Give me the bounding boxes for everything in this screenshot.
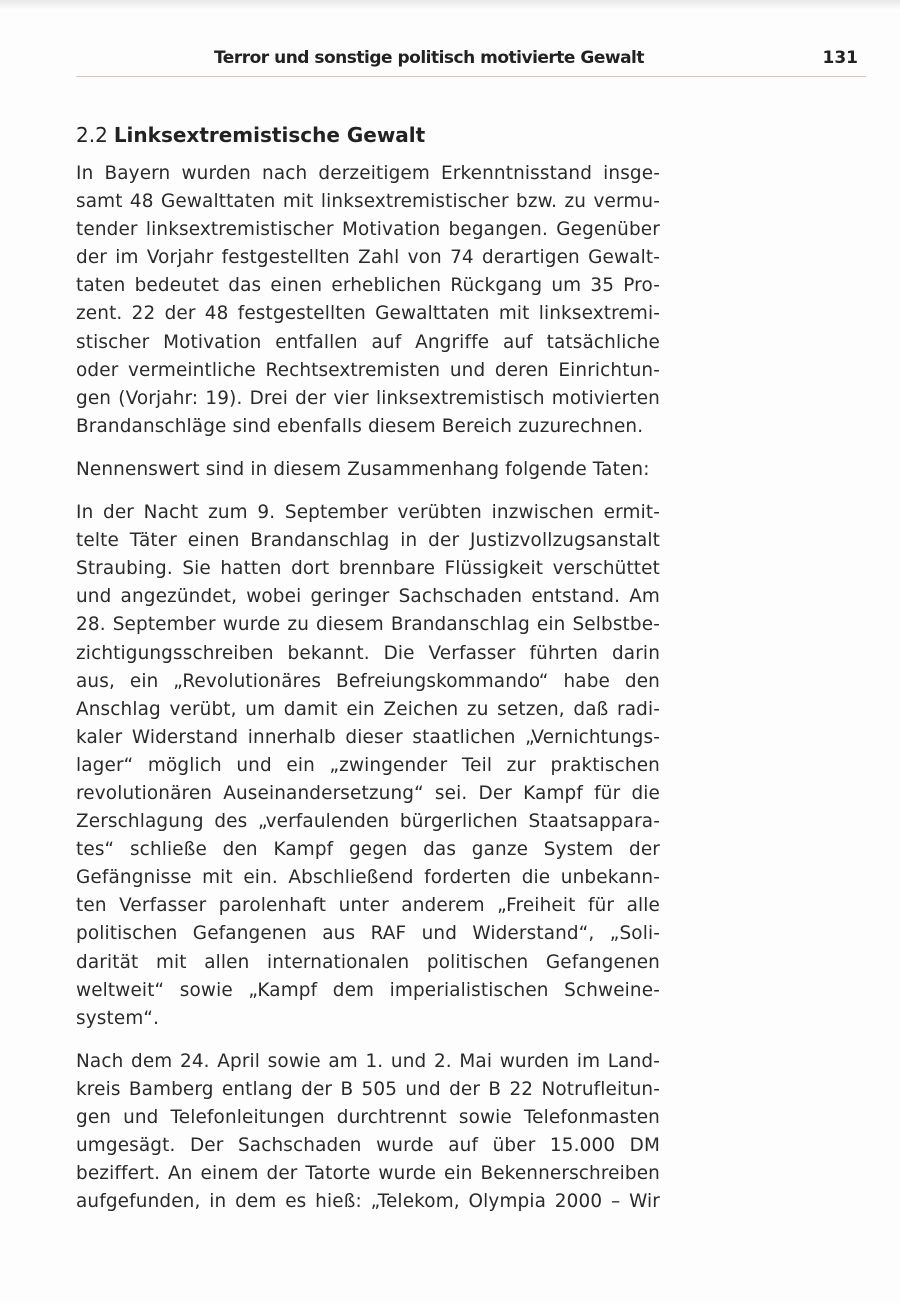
text-line: aus, ein „Revolutionäres Befreiungskommando“ habe den: [76, 670, 660, 692]
text-line: Gefängnisse mit ein. Abschließend forderten die unbekann-: [76, 867, 660, 889]
text-line: tes“ schließe den Kampf gegen das ganze System der: [76, 839, 660, 861]
paragraph-container: [76, 160, 660, 1216]
scan-shadow: [0, 0, 900, 10]
text-line: umgesägt. Der Sachschaden wurde auf über 15.000 DM: [76, 1135, 660, 1157]
page-number: 131: [822, 48, 858, 68]
text-line: kaler Widerstand innerhalb dieser staatlichen „Vernichtungs-: [76, 726, 660, 748]
section-number: 2.2: [76, 123, 108, 147]
running-header: [76, 46, 866, 77]
text-line: kreis Bamberg entlang der B 505 und der B 22 Notrufleitun-: [76, 1078, 660, 1100]
text-line: Nach dem 24. April sowie am 1. und 2. Mai wurden im Land-: [76, 1050, 660, 1072]
body-text: [76, 122, 660, 1231]
paragraph: [76, 1048, 660, 1217]
text-line: der im Vorjahr festgestellten Zahl von 74 derartigen Gewalt-: [76, 247, 660, 269]
text-line: aufgefunden, in dem es hieß: „Telekom, Olympia 2000 – Wir: [76, 1191, 660, 1213]
text-line: oder vermeintliche Rechtsextremisten und deren Einrichtun-: [76, 359, 660, 381]
text-line: stischer Motivation entfallen auf Angriffe auf tatsächliche: [76, 331, 660, 353]
text-line: Brandanschläge sind ebenfalls diesem Bereich zuzurechnen.: [76, 415, 644, 437]
paragraph: [76, 499, 660, 1033]
text-line: politischen Gefangenen aus RAF und Widerstand“, „Soli-: [76, 923, 660, 945]
text-line: gen (Vorjahr: 19). Drei der vier linksextremistisch motivierten: [76, 387, 660, 409]
text-line: 28. September wurde zu diesem Brandanschlag ein Selbstbe-: [76, 614, 660, 636]
text-line: gen und Telefonleitungen durchtrennt sowie Telefonmasten: [76, 1107, 660, 1128]
text-line: Straubing. Sie hatten dort brennbare Flüssigkeit verschüttet: [76, 558, 660, 580]
text-line: revolutionären Auseinandersetzung“ sei. Der Kampf für die: [76, 782, 660, 804]
text-line: Zerschlagung des „verfaulenden bürgerlichen Staatsappara-: [76, 811, 660, 833]
text-line: weltweit“ sowie „Kampf dem imperialistischen Schweine-: [76, 979, 660, 1001]
text-line: lager“ möglich und ein „zwingender Teil zur praktischen: [76, 754, 660, 776]
text-line: beziffert. An einem der Tatorte wurde ein Bekennerschreiben: [76, 1163, 660, 1185]
text-line: samt 48 Gewalttaten mit linksextremistischer bzw. zu vermu-: [76, 191, 660, 213]
text-line: darität mit allen internationalen politischen Gefangenen: [76, 951, 660, 973]
text-line: Anschlag verübt, um damit ein Zeichen zu setzen, daß radi-: [76, 698, 660, 720]
text-line: zent. 22 der 48 festgestellten Gewalttaten mit linksextremi-: [76, 303, 660, 325]
section-heading: [76, 122, 660, 148]
text-line: telte Täter einen Brandanschlag in der Justizvollzugsanstalt: [76, 530, 660, 552]
running-title: Terror und sonstige politisch motivierte Gewalt: [213, 48, 644, 68]
text-line: Nennenswert sind in diesem Zusammenhang folgende Taten:: [76, 458, 650, 480]
paragraph: [76, 456, 660, 484]
text-line: und angezündet, wobei geringer Sachschaden entstand. Am: [76, 586, 660, 608]
section-title: Linksextremistische Gewalt: [113, 123, 426, 147]
text-line: zichtigungsschreiben bekannt. Die Verfasser führten darin: [76, 642, 660, 664]
text-line: In der Nacht zum 9. September verübten inzwischen ermit-: [76, 502, 660, 524]
text-line: taten bedeutet das einen erheblichen Rückgang um 35 Pro-: [76, 275, 660, 297]
text-line: system“.: [76, 1007, 160, 1029]
text-line: ten Verfasser parolenhaft unter anderem „Freiheit für alle: [76, 895, 660, 917]
text-line: tender linksextremistischer Motivation begangen. Gegenüber: [76, 219, 660, 241]
paragraph: [76, 160, 660, 441]
text-line: In Bayern wurden nach derzeitigem Erkenntnisstand insge-: [76, 163, 660, 184]
